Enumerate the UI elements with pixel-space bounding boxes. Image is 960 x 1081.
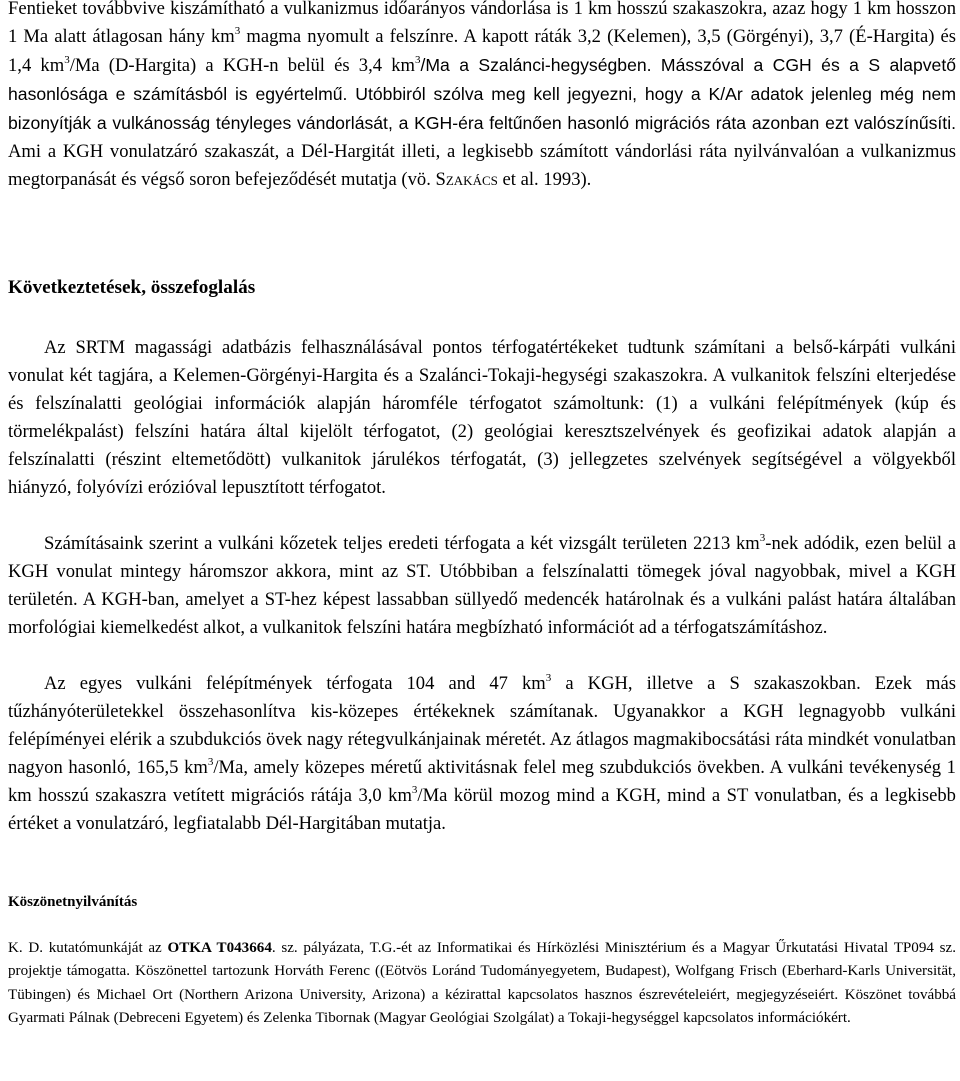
text-run: /Ma (D-Hargita) a KGH-n belül és 3,4 km <box>69 55 415 76</box>
text-run-sans: Utóbbiról szólva meg kell jegyezni, hogy a K/Ar adatok jelenleg még nem bizonyítják a vulkánosság tényleges vándorlását, a KGH-éra feltűnően hasonló migrációs ráta azonban ezt valószínűsíti. <box>8 84 957 133</box>
text-run: Fentieket továbbvive kiszámítható a vulkanizmus időarányos vándorlása is 1 km hosszú szakaszokra, azaz hogy 1 km hosszon 1 Ma alatt átlagosan hány km <box>8 0 956 47</box>
superscript: 3 <box>207 755 214 768</box>
text-run: et al. 1993). <box>497 169 592 190</box>
paragraph-acknowledgement <box>8 937 956 1031</box>
section-heading-conclusions: Következtetések, összefoglalás <box>8 277 256 298</box>
superscript: 3 <box>411 783 418 796</box>
grant-id: OTKA T043664 <box>167 940 272 956</box>
paragraph-conclusions-1: Az SRTM magassági adatbázis felhasználásával pontos térfogatértékeket tudtunk számítani a belső-kárpáti vulkáni vonulat két tagjára, a Kelemen-Görgényi-Hargita és a Szalánci-Tokaji-hegységi szakaszokra. A vulkanitok felszíni elterjedése és felszínalatti geológiai információk alapján háromféle térfogatot számoltunk: (1) a vulkáni felépítmények (kúp és törmelékpalást) felszíni határa által kijelölt térfogatot, (2) geológiai keresztszelvények és geofizikai adatok alapján a felszínalatti (részint eltemetődött) vulkanitok járulékos térfogatát, (3) jellegzetes szelvények segítségével a völgyekből hiányzó, folyóvízi erózióval lepusztított térfogatot. <box>8 337 956 498</box>
text-run: . sz. pályázata, T.G.-ét az Informatikai és Hírközlési Minisztérium és a Magyar Űrkutatási Hivatal TP094 sz. projektje támogatta. Köszönettel tartozunk Horváth Ferenc ((Eötvös Loránd Tudományegyetem, Budapest), Wolfgang Frisch (Eberhard-Karls Universität, Tübingen) és Michael Ort (Northern Arizona University, Arizona) a kézirattal kapcsolatos hasznos észrevételeiért, megjegyzéseiért. Köszönet továbbá Gyarmati Pálnak (Debreceni Egyetem) és Zelenka Tibornak (Magyar Geológiai Szolgálat) a Tokaji-hegységgel kapcsolatos információkért. <box>8 940 956 1027</box>
superscript: 3 <box>545 671 552 684</box>
paragraph-conclusions-3 <box>8 670 956 838</box>
text-run: a KGH, illetve a S szakaszokban. Ezek más tűzhányóterületekkel összehasonlítva kis-közepes értékeknek számítanak. Ugyanakkor a KGH legnagyobb vulkáni felépíményei elérik a szubdukciós övek nagy rétegvulkánjainak méretét. Az átlagos magmakibocsátási ráta mindkét vonulatban nagyon hasonló, 165,5 km <box>8 673 956 778</box>
superscript: 3 <box>759 531 766 544</box>
paragraph-migration-rate <box>8 0 956 194</box>
section-heading-acknowledgement: Köszönetnyilvánítás <box>8 894 138 910</box>
text-run: -nek adódik, ezen belül a KGH vonulat mintegy háromszor akkora, mint az ST. Utóbbiban a felszínalatti tömegek jóval nagyobbak, mivel a KGH területén. A KGH-ban, amelyet a ST-hez képest lassabban süllyedő medencék határolnak és a vulkáni palást határa általában morfológiai kiemelkedést alkot, a vulkanitok felszíni határa megbízható információt ad a térfogatszámításhoz. <box>8 533 957 638</box>
superscript: 3 <box>414 53 421 66</box>
superscript: 3 <box>234 24 241 37</box>
text-run: magma nyomult a felszínre. A kapott ráták 3,2 (Kelemen), 3,5 (Görgényi), 3,7 (É-Hargita) és 1,4 km <box>8 26 957 76</box>
text-run: K. D. kutatómunkáját az <box>8 940 168 956</box>
author-name: Szakács <box>435 169 498 190</box>
text-run: /Ma körül mozog mind a KGH, mind a ST vonulatban, és a legkisebb értéket a vonulatzáró, legfiatalabb Dél-Hargitában mutatja. <box>8 785 956 834</box>
superscript: 3 <box>64 53 70 66</box>
text-run: Ami a KGH vonulatzáró szakaszát, a Dél-Hargitát illeti, a legkisebb számított vándorlási ráta nyilvánvalóan a vulkanizmus megtorpanását és végső soron befejeződését mutatja (vö. <box>8 141 956 190</box>
text-run: /Ma, amely közepes méretű aktivitásnak felel meg szubdukciós övekben. A vulkáni tevékenység 1 km hosszú szakaszra vetített migrációs rátája 3,0 km <box>8 757 956 806</box>
text-run: Számításaink szerint a vulkáni kőzetek teljes eredeti térfogata a két vizsgált területen 2213 km <box>44 533 760 554</box>
text-run: Az egyes vulkáni felépítmények térfogata 104 and 47 km <box>44 673 546 694</box>
paragraph-conclusions-2 <box>8 530 956 642</box>
text-run-sans: /Ma a Szalánci-hegységben. Másszóval a CGH és a S alapvető hasonlósága e számításból is egyértelmű. <box>8 55 957 104</box>
